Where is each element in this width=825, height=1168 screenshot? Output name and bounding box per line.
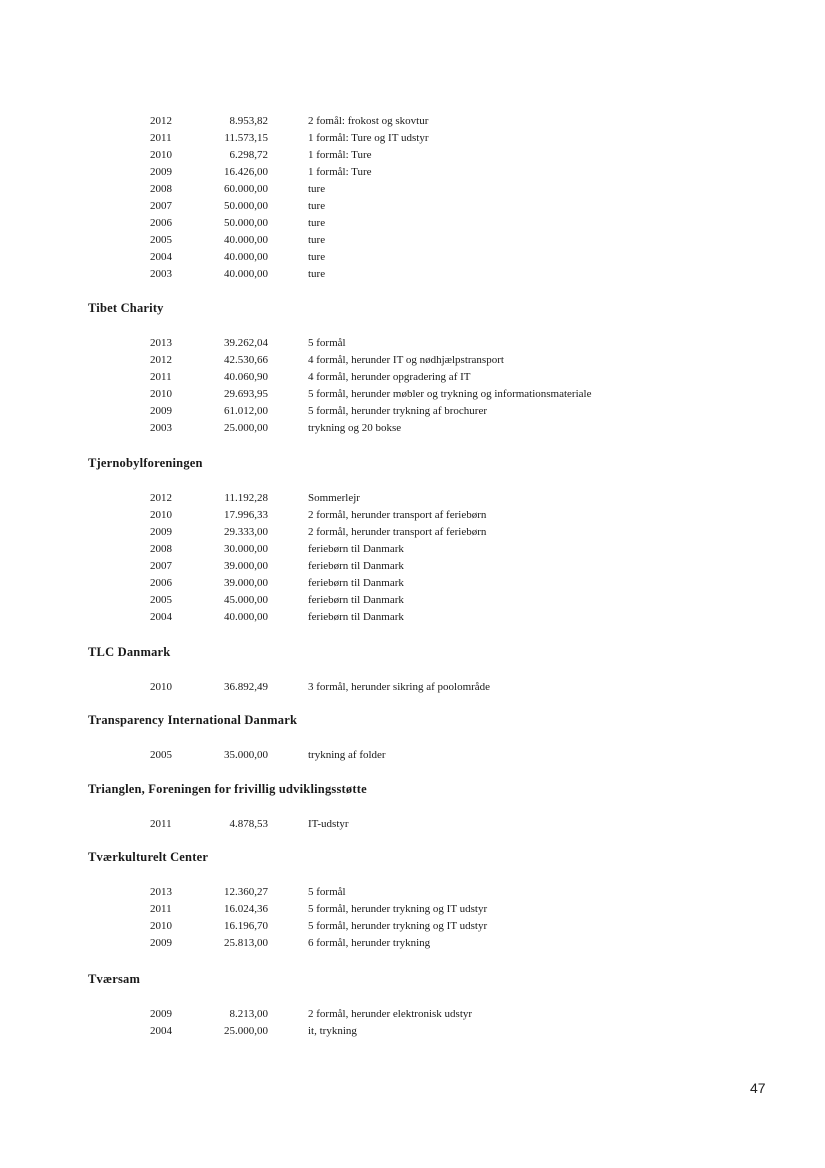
grant-amount: 11.192,28 <box>224 492 268 504</box>
grant-amount: 61.012,00 <box>224 405 268 417</box>
grant-purpose: ture <box>308 234 326 246</box>
grant-rows <box>0 490 825 626</box>
grant-row <box>0 386 825 403</box>
org-title: Tværsam <box>88 972 141 986</box>
grant-amount: 40.060,90 <box>224 371 268 383</box>
grant-rows <box>0 1006 825 1040</box>
grant-year: 2012 <box>150 492 172 504</box>
grant-amount: 16.196,70 <box>224 920 268 932</box>
grant-row <box>0 130 825 147</box>
grant-purpose: ture <box>308 268 326 280</box>
grant-amount: 36.892,49 <box>224 681 268 693</box>
grant-amount: 25.000,00 <box>224 422 268 434</box>
grant-year: 2010 <box>150 509 172 521</box>
grant-year: 2005 <box>150 594 172 606</box>
grant-year: 2003 <box>150 422 172 434</box>
grant-purpose: 1 formål: Ture <box>308 149 372 161</box>
grant-purpose: it, trykning <box>308 1025 357 1037</box>
grant-purpose: ture <box>308 251 326 263</box>
grant-row <box>0 113 825 130</box>
grant-row <box>0 901 825 918</box>
grant-amount: 40.000,00 <box>224 251 268 263</box>
grant-year: 2011 <box>150 818 172 830</box>
grant-year: 2010 <box>150 149 172 161</box>
grant-purpose: 2 formål, herunder transport af feriebørn <box>308 526 487 538</box>
grant-year: 2010 <box>150 681 172 693</box>
grant-row <box>0 541 825 558</box>
grant-year: 2005 <box>150 234 172 246</box>
grant-rows <box>0 884 825 952</box>
grant-year: 2012 <box>150 115 172 127</box>
grant-year: 2008 <box>150 183 172 195</box>
grant-rows <box>0 747 825 764</box>
grant-purpose: feriebørn til Danmark <box>308 577 404 589</box>
grant-row <box>0 352 825 369</box>
grant-row <box>0 592 825 609</box>
grant-purpose: 4 formål, herunder IT og nødhjælpstransport <box>308 354 504 366</box>
grant-row <box>0 507 825 524</box>
grant-year: 2011 <box>150 371 172 383</box>
grant-purpose: 5 formål, herunder trykning og IT udstyr <box>308 903 488 915</box>
grant-year: 2009 <box>150 937 172 949</box>
grant-purpose: 5 formål <box>308 886 346 898</box>
grant-row <box>0 403 825 420</box>
grant-row <box>0 679 825 696</box>
grant-year: 2013 <box>150 337 172 349</box>
grant-row <box>0 884 825 901</box>
grant-row <box>0 935 825 952</box>
grant-year: 2004 <box>150 611 172 623</box>
grant-rows <box>0 679 825 696</box>
grant-year: 2004 <box>150 1025 172 1037</box>
grant-row <box>0 266 825 283</box>
org-title: Transparency International Danmark <box>88 713 298 727</box>
grant-amount: 39.262,04 <box>224 337 268 349</box>
grant-purpose: Sommerlejr <box>308 492 360 504</box>
grant-year: 2010 <box>150 920 172 932</box>
grant-amount: 12.360,27 <box>224 886 268 898</box>
grant-amount: 50.000,00 <box>224 217 268 229</box>
grant-row <box>0 816 825 833</box>
grant-purpose: IT-udstyr <box>308 818 349 830</box>
grant-row <box>0 335 825 352</box>
grant-year: 2010 <box>150 388 172 400</box>
grant-amount: 25.000,00 <box>224 1025 268 1037</box>
grant-amount: 6.298,72 <box>229 149 268 161</box>
grant-year: 2008 <box>150 543 172 555</box>
grant-amount: 50.000,00 <box>224 200 268 212</box>
org-title: Tværkulturelt Center <box>88 850 209 864</box>
grant-amount: 40.000,00 <box>224 234 268 246</box>
grant-row <box>0 420 825 437</box>
grant-amount: 29.333,00 <box>224 526 268 538</box>
grant-purpose: 2 formål, herunder elektronisk udstyr <box>308 1008 473 1020</box>
grant-row <box>0 215 825 232</box>
grant-amount: 16.024,36 <box>224 903 268 915</box>
grant-purpose: ture <box>308 217 326 229</box>
grant-amount: 11.573,15 <box>224 132 268 144</box>
grant-row <box>0 918 825 935</box>
grant-year: 2012 <box>150 354 172 366</box>
grant-year: 2011 <box>150 132 172 144</box>
grant-year: 2005 <box>150 749 172 761</box>
grant-amount: 40.000,00 <box>224 611 268 623</box>
grant-row <box>0 575 825 592</box>
grant-rows <box>0 335 825 437</box>
grant-amount: 35.000,00 <box>224 749 268 761</box>
grant-purpose: feriebørn til Danmark <box>308 560 404 572</box>
grant-row <box>0 524 825 541</box>
grant-year: 2006 <box>150 577 172 589</box>
grant-year: 2013 <box>150 886 172 898</box>
grant-row <box>0 249 825 266</box>
grant-amount: 60.000,00 <box>224 183 268 195</box>
grant-purpose: 2 formål, herunder transport af feriebørn <box>308 509 487 521</box>
grant-amount: 40.000,00 <box>224 268 268 280</box>
grant-year: 2009 <box>150 1008 172 1020</box>
grant-amount: 30.000,00 <box>224 543 268 555</box>
grant-purpose: 5 formål, herunder møbler og trykning og informationsmateriale <box>308 388 592 400</box>
grant-row <box>0 164 825 181</box>
grant-purpose: 6 formål, herunder trykning <box>308 937 431 949</box>
grant-purpose: feriebørn til Danmark <box>308 543 404 555</box>
grant-year: 2004 <box>150 251 172 263</box>
grant-purpose: 4 formål, herunder opgradering af IT <box>308 371 471 383</box>
grant-year: 2011 <box>150 903 172 915</box>
grant-purpose: 1 formål: Ture <box>308 166 372 178</box>
grant-row <box>0 181 825 198</box>
grant-amount: 4.878,53 <box>229 818 268 830</box>
grant-purpose: ture <box>308 200 326 212</box>
grant-amount: 39.000,00 <box>224 560 268 572</box>
grant-row <box>0 558 825 575</box>
grant-amount: 29.693,95 <box>224 388 268 400</box>
grant-year: 2009 <box>150 405 172 417</box>
grant-year: 2007 <box>150 200 172 212</box>
grant-purpose: 5 formål, herunder trykning og IT udstyr <box>308 920 488 932</box>
grant-year: 2009 <box>150 166 172 178</box>
org-title: Tjernobylforeningen <box>88 456 203 470</box>
grant-amount: 45.000,00 <box>224 594 268 606</box>
grant-purpose: 3 formål, herunder sikring af poolområde <box>308 681 491 693</box>
grant-row <box>0 747 825 764</box>
grant-amount: 17.996,33 <box>224 509 268 521</box>
grant-purpose: feriebørn til Danmark <box>308 594 404 606</box>
grant-purpose: trykning af folder <box>308 749 386 761</box>
grant-purpose: ture <box>308 183 326 195</box>
org-title: TLC Danmark <box>88 645 171 659</box>
grant-year: 2007 <box>150 560 172 572</box>
grant-purpose: trykning og 20 bokse <box>308 422 402 434</box>
grant-rows <box>0 113 825 283</box>
grant-row <box>0 1023 825 1040</box>
grant-purpose: 5 formål, herunder trykning af brochurer <box>308 405 487 417</box>
grant-year: 2003 <box>150 268 172 280</box>
grant-purpose: feriebørn til Danmark <box>308 611 404 623</box>
grant-amount: 8.213,00 <box>229 1008 268 1020</box>
grant-row <box>0 1006 825 1023</box>
grant-amount: 16.426,00 <box>224 166 268 178</box>
grant-year: 2006 <box>150 217 172 229</box>
page-number: 47 <box>750 1080 766 1096</box>
grant-purpose: 2 fomål: frokost og skovtur <box>308 115 429 127</box>
grant-amount: 8.953,82 <box>229 115 268 127</box>
grant-amount: 39.000,00 <box>224 577 268 589</box>
grant-amount: 42.530,66 <box>224 354 268 366</box>
grant-year: 2009 <box>150 526 172 538</box>
grant-row <box>0 609 825 626</box>
grant-row <box>0 198 825 215</box>
org-title: Tibet Charity <box>88 301 164 315</box>
grant-purpose: 5 formål <box>308 337 346 349</box>
grant-row <box>0 369 825 386</box>
grant-purpose: 1 formål: Ture og IT udstyr <box>308 132 429 144</box>
grant-row <box>0 490 825 507</box>
grant-amount: 25.813,00 <box>224 937 268 949</box>
grant-row <box>0 232 825 249</box>
grant-row <box>0 147 825 164</box>
grant-rows <box>0 816 825 833</box>
org-title: Trianglen, Foreningen for frivillig udviklingsstøtte <box>88 782 367 796</box>
